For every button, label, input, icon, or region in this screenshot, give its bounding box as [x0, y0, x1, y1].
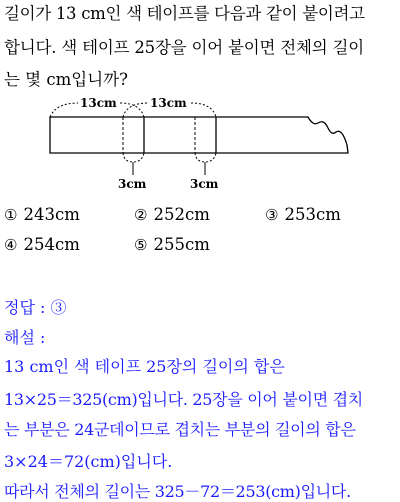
choice-4-number: ④ [4, 236, 18, 254]
choice-2[interactable] [134, 205, 210, 225]
explanation-line-2: 13×25＝325(cm)입니다. 25장을 이어 붙이면 겹치 [4, 390, 363, 409]
choice-1[interactable] [4, 205, 80, 225]
choice-5-text: 255cm [153, 235, 210, 254]
explanation-line-4: 3×24＝72(cm)입니다. [4, 452, 173, 471]
choice-5-number: ⑤ [134, 236, 148, 254]
length-label-1: 13cm [80, 96, 117, 110]
choice-3-number: ③ [265, 206, 279, 224]
choice-4[interactable] [4, 235, 80, 255]
explanation-line-3: 는 부분은 24군데이므로 겹치는 부분의 길이의 합은 [4, 420, 356, 439]
choice-2-number: ② [134, 206, 148, 224]
answer-line: 정답 : ③ [4, 298, 67, 317]
overlap-brace-2 [195, 153, 216, 162]
choice-1-text: 243cm [23, 205, 80, 224]
overlap-label-1: 3cm [118, 177, 147, 191]
explanation-label: 해설 : [4, 328, 46, 347]
choice-3-text: 253cm [284, 205, 341, 224]
tape-diagram [0, 90, 400, 195]
choice-4-text: 254cm [23, 235, 80, 254]
choice-5[interactable] [134, 235, 210, 255]
tape-outline [50, 117, 348, 153]
question-line-2: 합니다. 색 테이프 25장을 이어 붙이면 전체의 길이 [4, 38, 364, 57]
choice-3[interactable] [265, 205, 341, 225]
explanation-line-5: 따라서 전체의 길이는 325－72＝253(cm)입니다. [4, 482, 351, 501]
question-line-3: 는 몇 cm입니까? [4, 70, 128, 89]
choice-2-text: 252cm [153, 205, 210, 224]
explanation-line-1: 13 cm인 색 테이프 25장의 길이의 합은 [4, 357, 285, 376]
length-label-2: 13cm [150, 96, 187, 110]
question-line-1: 길이가 13 cm인 색 테이프를 다음과 같이 붙이려고 [4, 4, 365, 23]
overlap-label-2: 3cm [190, 177, 219, 191]
overlap-brace-1 [123, 153, 144, 162]
choice-1-number: ① [4, 206, 18, 224]
